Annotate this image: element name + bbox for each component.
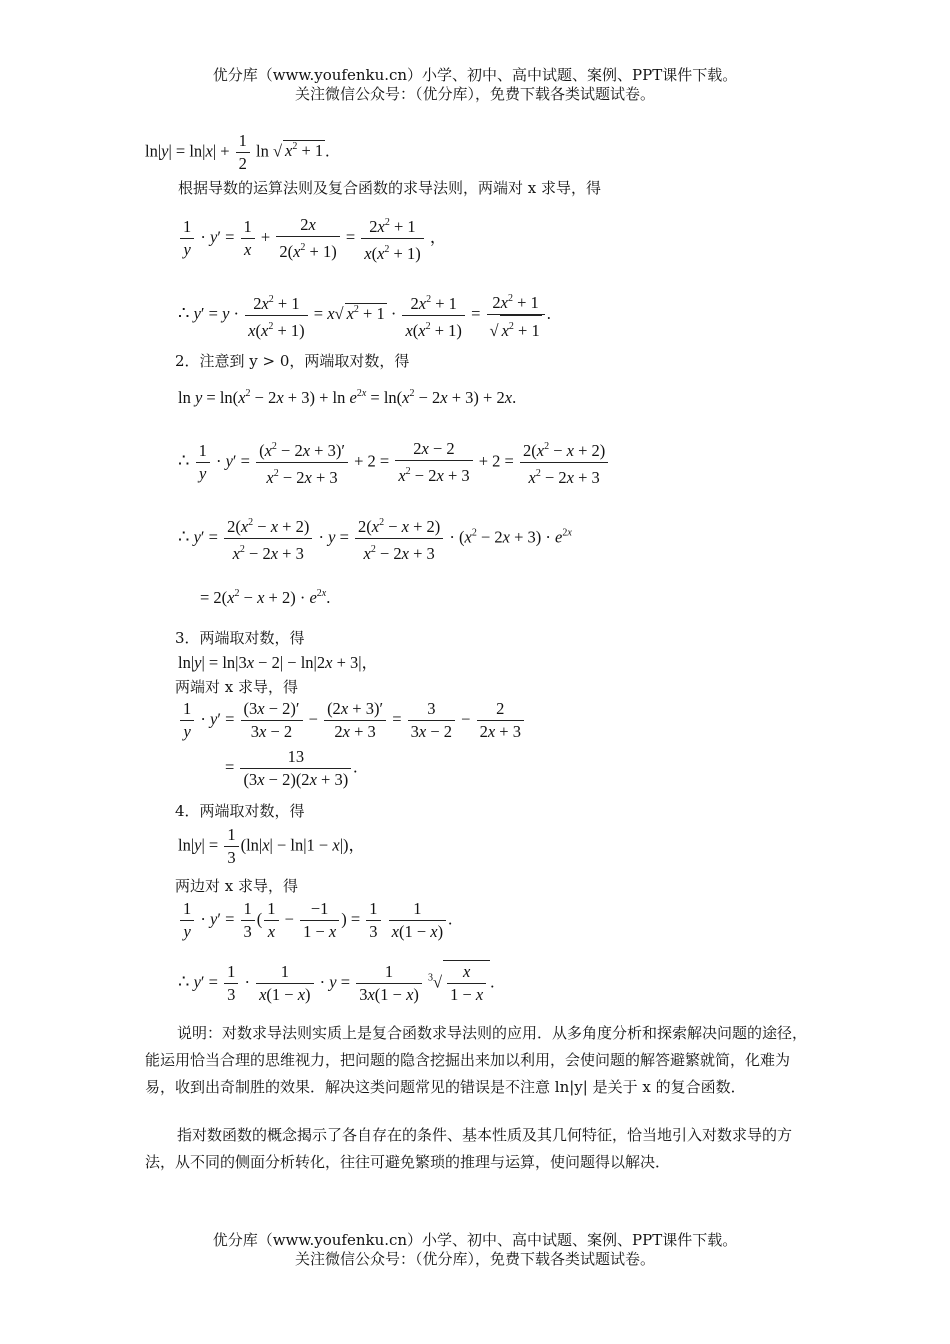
header-line-1: 优分库（www.youfenku.cn）小学、初中、高中试题、案例、PPT课件下载。 — [212, 66, 738, 84]
equation-log-sum: ln|y| = ln|x| + $\frac{1}{2}$ ln √ $x^2 + 1$ . — [145, 131, 330, 173]
step-2-title: 2．注意到 y > 0，两端取对数，得 — [175, 352, 410, 370]
equation-log-2: $\ln y = \ln(x^2 - 2x + 3) + \ln e^{2x} = \ln(x^2 - 2x + 3) + 2x$. — [178, 388, 517, 407]
step-4-title: 4．两端取对数，得 — [175, 802, 305, 820]
step-3-title: 3．两端取对数，得 — [175, 629, 305, 647]
equation-log-3: ln|y| = ln|3x − 2| − ln|2x + 3|， — [178, 653, 379, 672]
summary-paragraph: 指对数函数的概念揭示了各自存在的条件、基本性质及其几何特征，恰当地引入对数求导的方法，从不同的侧面分析转化，往往可避免繁琐的推理与运算，使问题得以解决． — [145, 1126, 793, 1171]
page-footer — [0, 1231, 950, 1269]
page-header — [0, 66, 950, 104]
equation-derivative-4: $\frac{1}{y}$ · y′ = $\frac{1}{3}$ ( $\frac{1}{x}$ − $\frac{-1}{1 - x}$ ) = $\frac{1}{3}$ $\frac{1}{x(1 - x)}$ . — [178, 898, 452, 943]
equation-result-4: ∴ y′ = $\frac{1}{3}$ · $\frac{1}{x(1 - x)}$ · y = $\frac{1}{3x(1 - x)}$ $^3$√ $\frac{x}{1 - x}$ . — [178, 962, 495, 1004]
step-3-derive: 两端对 x 求导，得 — [175, 678, 298, 696]
therefore-symbol: ∴ — [178, 971, 190, 992]
header-line-2: 关注微信公众号：（优分库），免费下载各类试题试卷。 — [294, 85, 655, 103]
therefore-symbol: ∴ — [178, 302, 190, 323]
equation-result-1: ∴ y′ = y · $\frac{2x^2 + 1}{x(x^2 + 1)}$ = x√ $x^2 + 1$ · $\frac{2x^2 + 1}{x(x^2 + 1)}$ = $\frac{2x^2 + 1}{√ x^2 + 1}$ . — [178, 288, 551, 342]
step-4-derive: 两边对 x 求导，得 — [175, 877, 298, 895]
therefore-symbol: ∴ — [178, 450, 190, 471]
footer-line-2: 关注微信公众号：（优分库），免费下载各类试题试卷。 — [294, 1250, 655, 1268]
equation-result-2: ∴ y′ = $\frac{2(x^2 - x + 2)}{x^2 - 2x + 3}$ · y = $\frac{2(x^2 - x + 2)}{x^2 - 2x + 3}$ · $(x^2 - 2x + 3) \cdot e^{2x}$ — [178, 512, 572, 565]
equation-derivative-2: ∴ $\frac{1}{y}$ · y′ = $\frac{(x^2 - 2x + 3)'}{x^2 - 2x + 3}$ + 2 = $\frac{2x - 2}{x^2 - 2x + 3}$ + 2 = $\frac{2(x^2 - x + 2)}{x^2 - 2x + 3}$ — [178, 436, 610, 489]
equation-derivative-1: $\frac{1}{y}$ · y′ = $\frac{1}{x}$ + $\frac{2x}{2(x^2 + 1)}$ = $\frac{2x^2 + 1}{x(x^2 + 1)}$ ， — [178, 212, 446, 265]
footer-line-1: 优分库（www.youfenku.cn）小学、初中、高中试题、案例、PPT课件下载。 — [212, 1231, 738, 1249]
therefore-symbol: ∴ — [178, 526, 190, 547]
equation-result-2b: = $2(x^2 - x + 2) \cdot e^{2x}$. — [200, 588, 331, 607]
note-paragraph: 说明：对数求导法则实质上是复合函数求导法则的应用．从多角度分析和探索解决问题的途径，能运用恰当合理的思维视力，把问题的隐含挖掘出来加以利用，会使问题的解答避繁就简，化难为易，收到出奇制胜的效果．解决这类问题常见的错误是不注意 ln|y| 是关于 x 的复合函数． — [145, 1024, 808, 1096]
intro-text: 根据导数的运算法则及复合函数的求导法则，两端对 x 求导，得 — [178, 179, 601, 197]
equation-log-4: ln|y| = $\frac{1}{3}$ (ln|x| − ln|1 − x|)， — [178, 825, 365, 867]
equation-derivative-3b: = $\frac{13}{(3x - 2)(2x + 3)}$ . — [225, 747, 358, 789]
equation-derivative-3: $\frac{1}{y}$ · y′ = $\frac{(3x - 2)'}{3x - 2}$ − $\frac{(2x + 3)'}{2x + 3}$ = $\frac{3}{3x - 2}$ − $\frac{2}{2x + 3}$ — [178, 698, 526, 743]
